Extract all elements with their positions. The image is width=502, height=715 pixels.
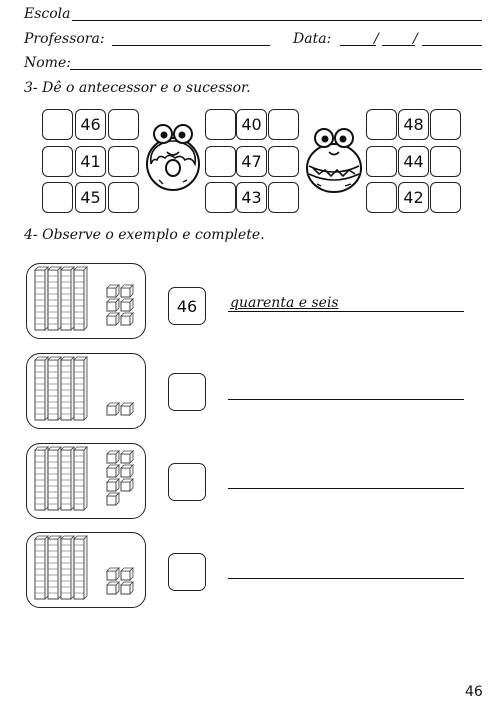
successor-box[interactable] bbox=[268, 182, 299, 213]
unit-cube bbox=[107, 451, 119, 463]
escola-label: Escola bbox=[24, 6, 71, 22]
answer-number-box[interactable] bbox=[168, 373, 206, 411]
unit-cube bbox=[107, 479, 119, 491]
unit-cube bbox=[107, 582, 119, 594]
predecessor-box[interactable] bbox=[366, 182, 397, 213]
successor-box[interactable] bbox=[108, 146, 139, 177]
given-number-box: 43 bbox=[236, 182, 267, 213]
successor-box[interactable] bbox=[268, 146, 299, 177]
data-label: Data: bbox=[293, 31, 332, 47]
ten-rod bbox=[74, 267, 87, 330]
page-number: 46 bbox=[465, 684, 483, 700]
ten-rod bbox=[74, 357, 87, 420]
successor-box[interactable] bbox=[108, 182, 139, 213]
example-words-line bbox=[228, 311, 464, 312]
ten-rod bbox=[74, 536, 87, 599]
ten-rod bbox=[61, 536, 74, 599]
section-3-title: 3- Dê o antecessor e o sucessor. bbox=[24, 80, 251, 96]
unit-cube bbox=[107, 313, 119, 325]
predecessor-box[interactable] bbox=[366, 109, 397, 140]
professora-label: Professora: bbox=[24, 31, 105, 47]
base-ten-blocks-icon bbox=[27, 354, 143, 426]
ten-rod bbox=[35, 357, 48, 420]
data-year-line[interactable] bbox=[422, 45, 482, 46]
example-number-box: 46 bbox=[168, 287, 206, 325]
data-month-line[interactable] bbox=[382, 45, 415, 46]
ten-rod bbox=[48, 447, 61, 510]
unit-cube bbox=[121, 299, 133, 311]
predecessor-box[interactable] bbox=[205, 109, 236, 140]
successor-box[interactable] bbox=[108, 109, 139, 140]
answer-words-line[interactable] bbox=[228, 399, 464, 400]
nome-line[interactable] bbox=[70, 69, 482, 70]
predecessor-box[interactable] bbox=[42, 146, 73, 177]
successor-box[interactable] bbox=[268, 109, 299, 140]
unit-cube bbox=[121, 451, 133, 463]
data-slash-1: / bbox=[374, 31, 379, 47]
ten-rod bbox=[35, 267, 48, 330]
section-4-title: 4- Observe o exemplo e complete. bbox=[24, 227, 265, 243]
macaron-character-icon bbox=[303, 124, 365, 196]
unit-cube bbox=[107, 299, 119, 311]
unit-cube bbox=[121, 313, 133, 325]
given-number-box: 40 bbox=[236, 109, 267, 140]
donut-character-icon bbox=[141, 120, 205, 194]
base-ten-blocks-icon bbox=[27, 264, 143, 336]
unit-cube bbox=[107, 285, 119, 297]
ten-rod bbox=[48, 536, 61, 599]
successor-box[interactable] bbox=[430, 146, 461, 177]
base-ten-blocks-panel bbox=[26, 263, 146, 339]
unit-cube bbox=[121, 465, 133, 477]
unit-cube bbox=[121, 582, 133, 594]
successor-box[interactable] bbox=[430, 109, 461, 140]
given-number-box: 47 bbox=[236, 146, 267, 177]
predecessor-box[interactable] bbox=[366, 146, 397, 177]
given-number-box: 41 bbox=[75, 146, 106, 177]
ten-rod bbox=[48, 357, 61, 420]
unit-cube bbox=[107, 493, 119, 505]
nome-label: Nome: bbox=[24, 55, 71, 71]
answer-number-box[interactable] bbox=[168, 463, 206, 501]
data-slash-2: / bbox=[413, 31, 418, 47]
data-day-line[interactable] bbox=[340, 45, 376, 46]
unit-cube bbox=[107, 403, 119, 415]
base-ten-blocks-icon bbox=[27, 533, 143, 605]
base-ten-blocks-icon bbox=[27, 444, 143, 516]
unit-cube bbox=[121, 479, 133, 491]
unit-cube bbox=[107, 465, 119, 477]
answer-words-line[interactable] bbox=[228, 488, 464, 489]
unit-cube bbox=[107, 568, 119, 580]
given-number-box: 46 bbox=[75, 109, 106, 140]
successor-box[interactable] bbox=[430, 182, 461, 213]
answer-number-box[interactable] bbox=[168, 553, 206, 591]
predecessor-box[interactable] bbox=[205, 182, 236, 213]
escola-line[interactable] bbox=[72, 20, 482, 21]
base-ten-blocks-panel bbox=[26, 443, 146, 519]
unit-cube bbox=[121, 568, 133, 580]
predecessor-box[interactable] bbox=[42, 109, 73, 140]
ten-rod bbox=[61, 267, 74, 330]
ten-rod bbox=[48, 267, 61, 330]
base-ten-blocks-panel bbox=[26, 532, 146, 608]
given-number-box: 45 bbox=[75, 182, 106, 213]
ten-rod bbox=[74, 447, 87, 510]
ten-rod bbox=[35, 447, 48, 510]
given-number-box: 42 bbox=[398, 182, 429, 213]
ten-rod bbox=[35, 536, 48, 599]
unit-cube bbox=[121, 403, 133, 415]
given-number-box: 48 bbox=[398, 109, 429, 140]
professora-line[interactable] bbox=[112, 45, 270, 46]
ten-rod bbox=[61, 447, 74, 510]
ten-rod bbox=[61, 357, 74, 420]
answer-words-line[interactable] bbox=[228, 578, 464, 579]
predecessor-box[interactable] bbox=[205, 146, 236, 177]
example-number-words: quarenta e seis bbox=[230, 295, 339, 311]
unit-cube bbox=[121, 285, 133, 297]
predecessor-box[interactable] bbox=[42, 182, 73, 213]
base-ten-blocks-panel bbox=[26, 353, 146, 429]
given-number-box: 44 bbox=[398, 146, 429, 177]
